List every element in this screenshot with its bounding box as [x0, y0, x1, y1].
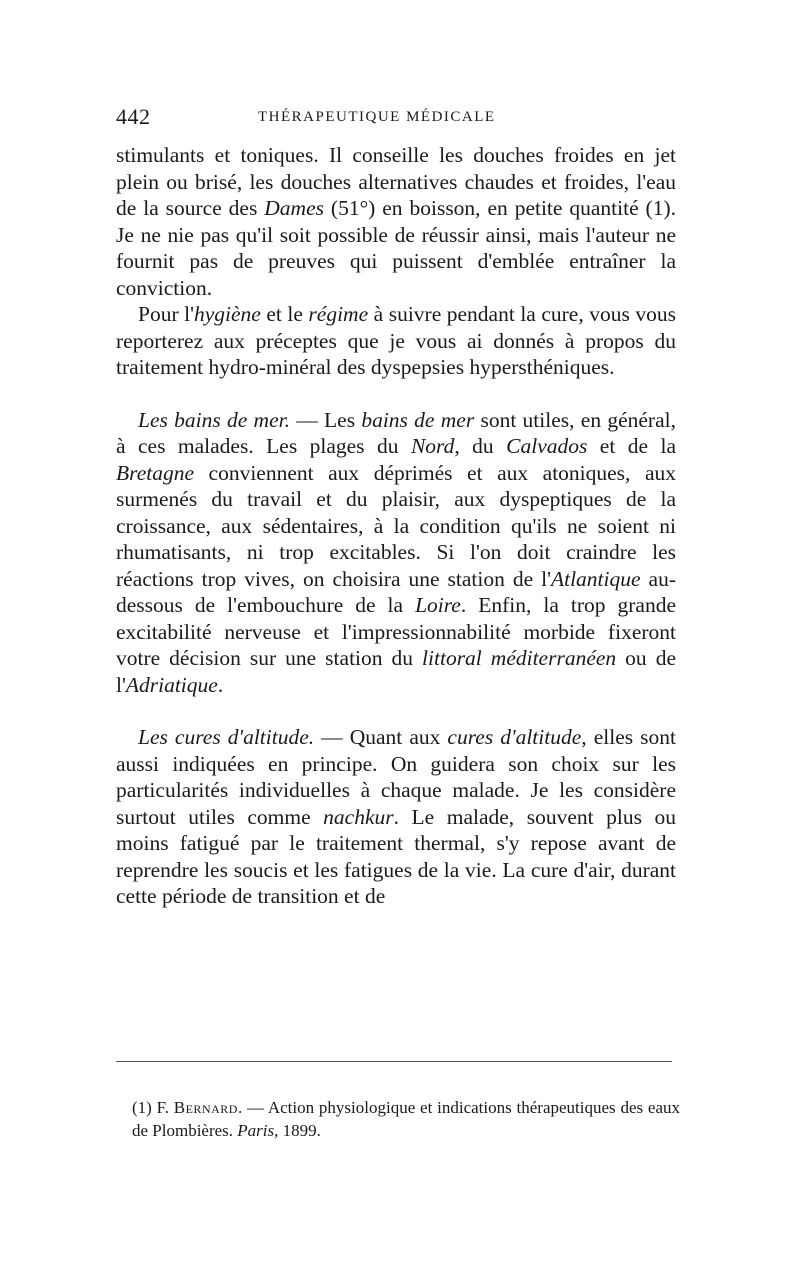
footnote: [132, 1096, 680, 1142]
main-text: [116, 142, 676, 910]
page-number: 442: [116, 104, 151, 129]
italic-run: Dames: [264, 196, 324, 220]
text-run: au-dessous de l'embouchure de la: [116, 566, 676, 617]
text-run: et de la: [587, 434, 677, 458]
italic-run: Calvados: [506, 434, 588, 458]
footnote-year: 1899.: [278, 1121, 321, 1140]
footnote-divider: [116, 1061, 672, 1062]
footnote-marker: (1) F.: [132, 1098, 174, 1117]
section-gap: [116, 698, 676, 724]
italic-run: Nord: [410, 434, 455, 458]
footnote-text: . — Action physiologique et indications thérapeutiques des eaux de Plombières.: [132, 1098, 680, 1140]
text-run: ou de l': [116, 646, 676, 697]
text-run: conviennent aux déprimés et aux atoniques, aux surmenés du travail et du plaisir, aux dyspeptiques de la croissance, aux sédentaires, à la condition qu'ils ne soient ni rhumatisants, ni trop excitables. Si l'on doit craindre les réactions trop vives, on choisira une station de l': [116, 460, 676, 591]
text-run: (51°) en boisson, en petite quantité (1). Je ne nie pas qu'il soit possible de réussir ainsi, mais l'auteur ne fournit pas de preuves qui puissent d'emblée entraîner la conviction.: [116, 196, 676, 300]
italic-run: Adriatique: [125, 672, 218, 697]
text-run: — Quant aux: [314, 725, 448, 749]
italic-run: Les bains de mer.: [138, 407, 290, 432]
italic-run: bains de mer: [361, 407, 475, 432]
running-head: THÉRAPEUTIQUE MÉDICALE: [258, 109, 496, 125]
italic-run: nachkur: [323, 804, 394, 829]
text-run: , elles sont aussi indiquées en principe. On guidera son choix sur les particularités individuelles à chaque malade. Je les considère surtout utiles comme: [116, 725, 676, 829]
italic-run: hygiène: [193, 302, 261, 326]
text-run: , du: [454, 434, 507, 458]
section-gap: [116, 381, 676, 407]
text-run: . Enfin, la trop grande excitabilité nerveuse et l'impressionnabilité morbide fixeront votre décision sur une station du: [116, 593, 676, 670]
paragraph-bains-de-mer: [116, 407, 676, 699]
italic-run: Les cures d'altitude.: [138, 725, 315, 749]
page-header: [116, 104, 676, 134]
paragraph-cures-altitude: [116, 724, 676, 910]
italic-run: littoral méditerranéen: [422, 646, 617, 670]
italic-run: Atlantique: [550, 566, 641, 591]
text-run: à suivre pendant la cure, vous vous reporterez aux préceptes que je vous ai donnés à propos du traitement hydro-minéral des dyspepsies hypersthéniques.: [116, 302, 676, 379]
text-run: Pour l': [138, 302, 194, 326]
text-run: .: [217, 672, 224, 697]
italic-run: régime: [308, 302, 369, 326]
paragraph-stimulants: [116, 142, 676, 301]
text-run: stimulants et toniques. Il conseille les douches froides en jet plein ou brisé, les douches alternatives chaudes et froides, l'eau de la source des: [116, 143, 676, 220]
text-run: . Le malade, souvent plus ou moins fatigué par le traitement thermal, s'y repose avant de reprendre les soucis et les fatigues de la vie. La cure d'air, durant cette période de transition et de: [116, 804, 676, 908]
footnote-place: Paris,: [237, 1121, 279, 1140]
text-run: — Les: [289, 407, 362, 432]
italic-run: Loire: [415, 593, 461, 617]
text-run: et le: [260, 302, 309, 326]
italic-run: cures d'altitude: [447, 725, 582, 749]
paragraph-hygiene: [116, 301, 676, 381]
italic-run: Bretagne: [116, 460, 195, 485]
footnote-author: Bernard: [173, 1098, 238, 1117]
text-run: sont utiles, en général, à ces malades. Les plages du: [116, 407, 676, 458]
